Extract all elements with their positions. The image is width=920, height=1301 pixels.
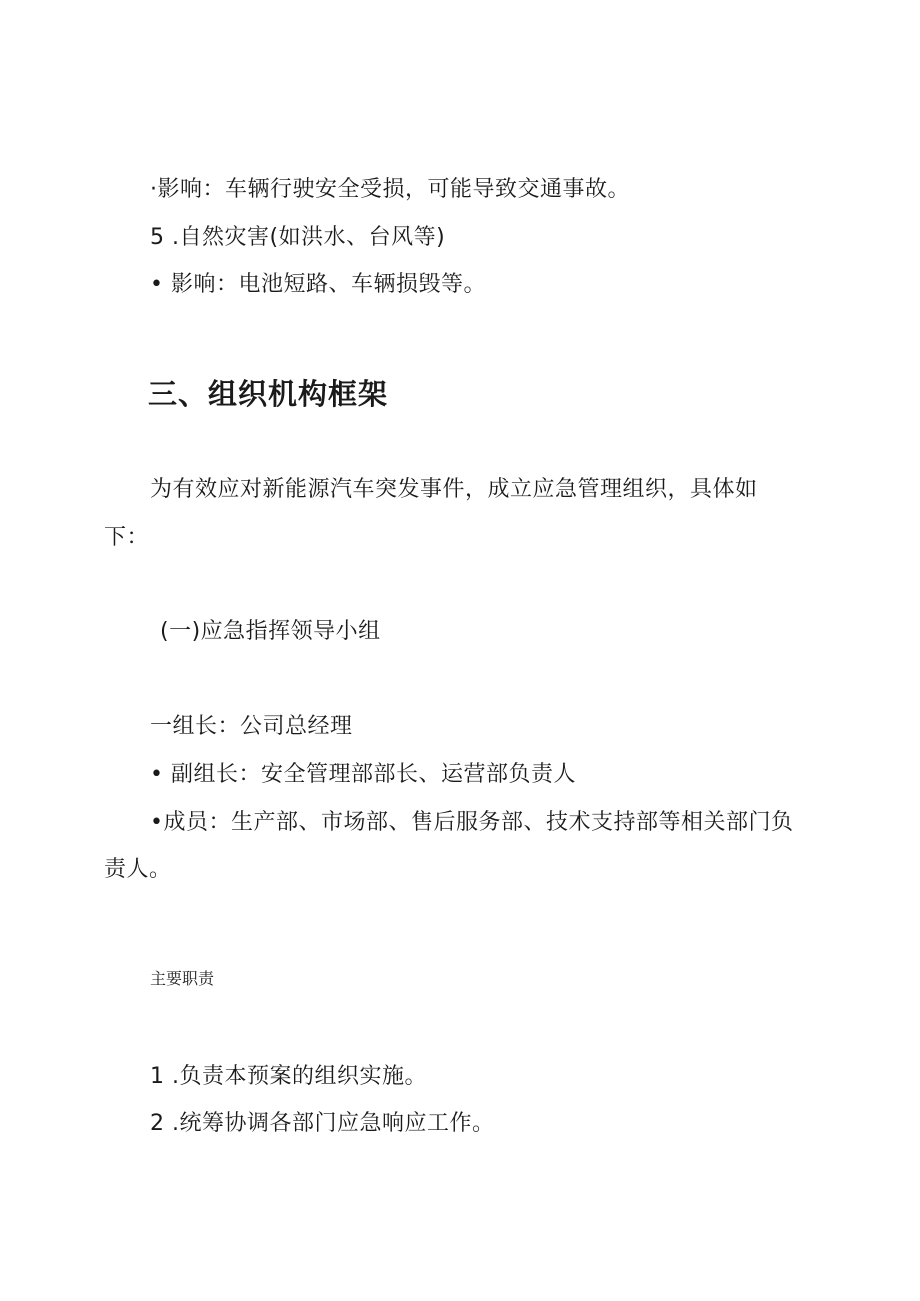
group-leader-line: 一组长：公司总经理 <box>150 714 353 739</box>
intro-paragraph-line-2: 下： <box>104 525 150 550</box>
members-line-1: •成员：生产部、市场部、售后服务部、技术支持部等相关部门负 <box>150 810 794 835</box>
impact-line-battery: • 影响：电池短路、车辆损毁等。 <box>150 272 486 297</box>
deputy-leader-line: • 副组长：安全管理部部长、运营部负责人 <box>150 762 576 787</box>
subsection-heading: (一)应急指挥领导小组 <box>160 619 381 644</box>
list-item-natural-disaster: 5 .自然灾害(如洪水、台风等) <box>150 225 446 250</box>
duties-title: 主要职责 <box>150 969 215 988</box>
members-line-2: 责人。 <box>104 857 172 882</box>
duty-item-2: 2 .统筹协调各部门应急响应工作。 <box>150 1111 495 1136</box>
duty-item-1: 1 .负责本预案的组织实施。 <box>150 1064 427 1089</box>
intro-paragraph-line-1: 为有效应对新能源汽车突发事件，成立应急管理组织，具体如 <box>150 477 758 502</box>
impact-line-traffic: ·影响：车辆行驶安全受损，可能导致交通事故。 <box>150 177 630 202</box>
section-heading: 三、组织机构框架 <box>148 377 389 411</box>
